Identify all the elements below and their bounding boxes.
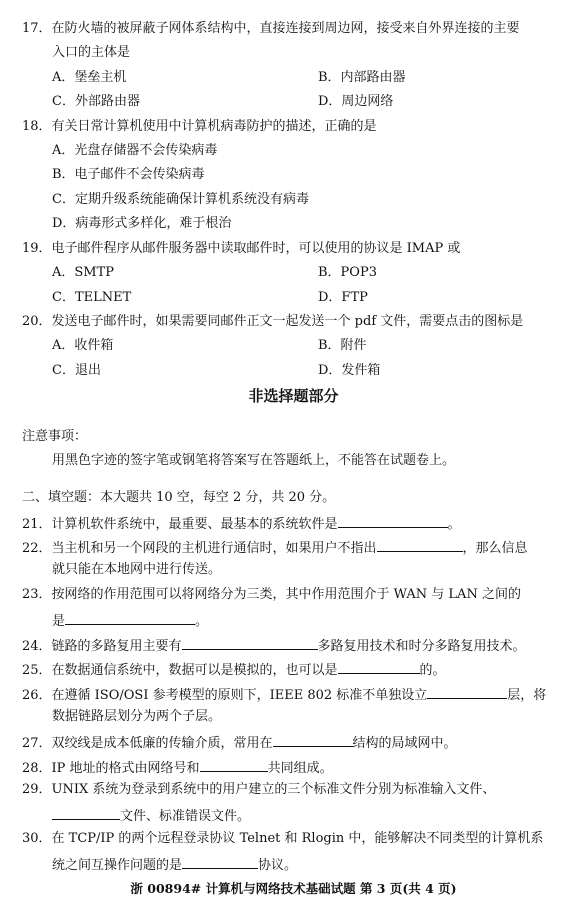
q17-option-c: C．外部路由器 (52, 94, 140, 109)
q28-end: 共同组成。 (267, 761, 333, 776)
q23-text: 23．按网络的作用范围可以将网络分为三类，其中作用范围介于 WAN 与 LAN 之间的 (22, 587, 521, 602)
q18-option-a: A．光盘存储器不会传染病毒 (52, 143, 218, 158)
q19-stem: 19．电子邮件程序从邮件服务器中读取邮件时，可以使用的协议是 IMAP 或 (22, 241, 461, 256)
q28 (22, 758, 333, 777)
q17-stem-cont: 入口的主体是 (52, 45, 131, 60)
q25 (22, 660, 446, 679)
q25-text: 25．在数据通信系统中，数据可以是模拟的，也可以是 (22, 663, 338, 678)
q24-text: 24．链路的多路复用主要有 (22, 639, 182, 654)
q29-end: 文件、标准错误文件。 (120, 809, 251, 824)
q30-text: 30．在 TCP/IP 的两个远程登录协议 Telnet 和 Rlogin 中，能够解决不同类型的计算机系 (22, 831, 544, 846)
q22-blank (377, 538, 463, 552)
q26-end: 层，将 (507, 688, 547, 703)
q17-option-a: A．堡垒主机 (52, 70, 127, 85)
q17-option-b: B．内部路由器 (318, 70, 406, 85)
q29-cont (52, 806, 250, 825)
q19-option-a: A．SMTP (52, 265, 115, 280)
q24 (22, 636, 526, 655)
q27-blank (273, 733, 353, 747)
q22 (22, 538, 528, 557)
q26 (22, 685, 546, 704)
q25-blank (338, 660, 420, 674)
q21-text: 21．计算机软件系统中，最重要、最基本的系统软件是 (22, 517, 338, 532)
q19-option-c: C．TELNET (52, 290, 132, 305)
q30-blank (182, 855, 258, 869)
q19-option-b: B．POP3 (318, 265, 377, 280)
q30-prefix: 统之间互操作问题的是 (52, 858, 183, 873)
q24-blank (182, 636, 318, 650)
q29-text: 29．UNIX 系统为登录到系统中的用户建立的三个标准文件分别为标准输入文件、 (22, 782, 496, 797)
q26-cont: 数据链路层划分为两个子层。 (52, 709, 222, 724)
q26-blank (427, 685, 507, 699)
q17-stem: 17．在防火墙的被屏蔽子网体系结构中，直接连接到周边网，接受来自外界连接的主要 (22, 21, 520, 36)
q22-text: 22．当主机和另一个网段的主机进行通信时，如果用户不指出 (22, 541, 377, 556)
q27 (22, 733, 457, 752)
q19-option-d: D．FTP (318, 290, 368, 305)
q27-end: 结构的局域网中。 (352, 736, 457, 751)
q18-option-c: C．定期升级系统能确保计算机系统没有病毒 (52, 192, 309, 207)
q29-blank (52, 806, 120, 820)
q21-end: 。 (447, 517, 461, 532)
q18-option-b: B．电子邮件不会传染病毒 (52, 167, 205, 182)
q26-text: 26．在遵循 ISO/OSI 参考模型的原则下，IEEE 802 标准不单独设立 (22, 688, 428, 703)
q21 (22, 514, 461, 533)
q23-prefix: 是 (52, 614, 66, 629)
q20-option-d: D．发件箱 (318, 363, 381, 378)
q22-cont: 就只能在本地网中进行传送。 (52, 562, 222, 577)
q28-blank (200, 758, 268, 772)
q30-end: 协议。 (258, 858, 298, 873)
q23-cont (52, 611, 208, 630)
q20-option-a: A．收件箱 (52, 338, 114, 353)
q17-option-d: D．周边网络 (318, 94, 394, 109)
q20-stem: 20．发送电子邮件时，如果需要同邮件正文一起发送一个 pdf 文件，需要点击的图标是 (22, 314, 524, 329)
notice-title: 注意事项： (22, 429, 88, 444)
q24-end: 多路复用技术和时分多路复用技术。 (317, 639, 526, 654)
q21-blank (338, 514, 448, 528)
section-title: 非选择题部分 (248, 387, 339, 405)
q27-text: 27．双绞线是成本低廉的传输介质，常用在 (22, 736, 273, 751)
q28-text: 28．IP 地址的格式由网络号和 (22, 761, 200, 776)
q18-stem: 18．有关日常计算机使用中计算机病毒防护的描述，正确的是 (22, 119, 377, 134)
page-footer: 浙 00894# 计算机与网络技术基础试题 第 3 页(共 4 页) (130, 881, 457, 896)
q25-end: 的。 (419, 663, 446, 678)
q23-blank (65, 611, 195, 625)
q30-cont (52, 855, 297, 874)
q22-end: ，那么信息 (462, 541, 528, 556)
q18-option-d: D．病毒形式多样化，难于根治 (52, 216, 232, 231)
part2-title: 二、填空题：本大题共 10 空，每空 2 分，共 20 分。 (22, 490, 336, 505)
q20-option-b: B．附件 (318, 338, 367, 353)
q23-end: 。 (195, 614, 209, 629)
q20-option-c: C．退出 (52, 363, 101, 378)
notice-body: 用黑色字迹的签字笔或钢笔将答案写在答题纸上，不能答在试题卷上。 (52, 453, 456, 468)
